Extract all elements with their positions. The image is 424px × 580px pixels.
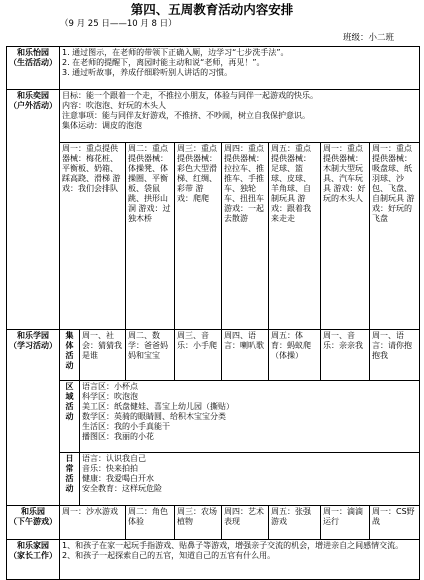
parents-line: 2、和孩子一起探索自己的五官，知道自己的五官有什么用。	[62, 551, 276, 560]
outdoor-goal-line: 集体运动：调皮的泡泡	[62, 121, 142, 130]
learning-section-header: 和乐学园 （学习活动）	[7, 330, 60, 506]
life-section-header: 和乐怡园 （生活活动）	[7, 47, 60, 90]
area-line: 生活区：我的小手真能干	[82, 422, 170, 431]
afternoon-day-cell: 周一：沙水游戏	[60, 506, 126, 540]
daily-activity-label: 日常活动	[60, 453, 80, 506]
afternoon-day-cell: 周一：CS野战	[370, 506, 420, 540]
area-line: 数学区：英骑的眼睛圆、给积木宝宝分类	[82, 412, 226, 421]
area-line: 美工区：纸盘健娃、喜宝上幼儿园（撕贴）	[82, 402, 234, 411]
group-day-cell: 周四、语言：喇叭歌	[222, 330, 269, 381]
learning-area-row	[7, 381, 420, 453]
area-line: 语言区：小杯点	[82, 382, 138, 391]
outdoor-day-cell: 周一：重点提供器械：梅花桩、平衡板、奶箱、踩高跷、滑梯 游戏：我们会排队	[60, 143, 126, 330]
outdoor-day-cell: 周一：重点提供器械：木制大型玩具、汽车玩具 游戏：好玩的木头人	[321, 143, 370, 330]
outdoor-day-cell: 周五：重点提供器械：足球、篮球、皮球、羊角球、自制玩具 游戏：跟着我来走走	[269, 143, 321, 330]
life-line: 2. 在老师的提醒下，离园时能主动和说“老师，再见！”。	[62, 58, 265, 67]
area-line: 科学区：吹泡泡	[82, 392, 138, 401]
life-content	[60, 47, 420, 90]
group-day-cell: 周一、社会：猜猜我是谁	[80, 330, 126, 381]
outdoor-days-row	[7, 143, 420, 330]
class-label: 班级：小二班	[342, 33, 394, 43]
group-day-cell: 周五：体育：蚂蚁爬（体操）	[269, 330, 321, 381]
outdoor-goal-line: 目标：能一个跟着一个走，不推拉小朋友，体验与同伴一起游戏的快乐。	[62, 91, 318, 100]
outdoor-goal-line: 内容：吹泡泡、好玩的木头人	[62, 101, 166, 110]
life-line: 3. 通过听故事，养成仔细聆听别人讲话的习惯。	[62, 68, 233, 77]
parents-content	[60, 540, 420, 580]
group-day-cell: 周二、数学：爸爸妈妈和宝宝	[126, 330, 175, 381]
afternoon-section-header: 和乐园 （下午游戏）	[7, 506, 60, 540]
daily-activity-content	[80, 453, 420, 506]
group-day-cell: 周一、语言：请你抱抱我	[370, 330, 420, 381]
afternoon-day-cell: 周二：角色体验	[126, 506, 175, 540]
group-day-cell: 周一、音乐：亲亲我	[321, 330, 370, 381]
outdoor-day-cell: 周二：重点提供器械：体操凳、体操圈、平衡板、袋鼠跳、拱形山洞 游戏：过独木桥	[126, 143, 175, 330]
daily-line: 语言：认识我自己	[82, 454, 146, 463]
afternoon-day-cell: 周一：滴滴运行	[321, 506, 370, 540]
date-range: （9 月 25 日——10 月 8 日）	[60, 19, 177, 29]
outdoor-goals-row	[7, 90, 420, 143]
afternoon-day-cell: 周三：农场植物	[175, 506, 222, 540]
afternoon-row	[7, 506, 420, 540]
outdoor-goals	[60, 90, 420, 143]
learning-group-row	[7, 330, 420, 381]
activity-plan-table	[6, 46, 420, 580]
parents-row	[7, 540, 420, 580]
daily-line: 音乐：快来拍拍	[82, 464, 138, 473]
afternoon-day-cell: 周四：艺术表现	[222, 506, 269, 540]
outdoor-day-cell: 周一：重点提供器械：吸盘球、纸羽球、沙包、飞盘、自制玩具 游戏：好玩的飞盘	[370, 143, 420, 330]
outdoor-section-header: 和乐奕园 （户外活动）	[7, 90, 60, 330]
group-day-cell: 周三、音乐：小手爬	[175, 330, 222, 381]
life-row	[7, 47, 420, 90]
area-activity-label: 区域活动	[60, 381, 80, 453]
afternoon-day-cell: 周五：张强游戏	[269, 506, 321, 540]
parents-line: 1、和孩子在家一起玩手指游戏、贴鼻子等游戏，增强亲子交流的机会，增进亲自之间感情交流。	[62, 541, 404, 550]
area-activity-content	[80, 381, 420, 453]
life-line: 1. 通过图示，在老师的带领下正确入厕，边学习“七步洗手法”。	[62, 48, 289, 57]
outdoor-day-cell: 周三：重点提供器械：彩色大型滑梯、红绸、彩带 游戏：爬爬	[175, 143, 222, 330]
group-activity-label: 集体活动	[60, 330, 80, 381]
outdoor-day-cell: 周四：重点提供器械：拉拉车、推推车、手推车、独轮车、扭扭车 游戏：一起去散游	[222, 143, 269, 330]
area-line: 播图区：我丽的小花	[82, 432, 154, 441]
page-title: 第四、五周教育活动内容安排	[130, 2, 294, 17]
daily-line: 安全教育：这样玩危险	[82, 484, 162, 493]
parents-section-header: 和乐家园 （家长工作）	[7, 540, 60, 580]
learning-daily-row	[7, 453, 420, 506]
outdoor-goal-line: 注意事项：能与同伴友好游戏，不推挤、不吵闹，树立自我保护意识。	[62, 111, 310, 120]
daily-line: 健康：我爱喝白开水	[82, 474, 154, 483]
